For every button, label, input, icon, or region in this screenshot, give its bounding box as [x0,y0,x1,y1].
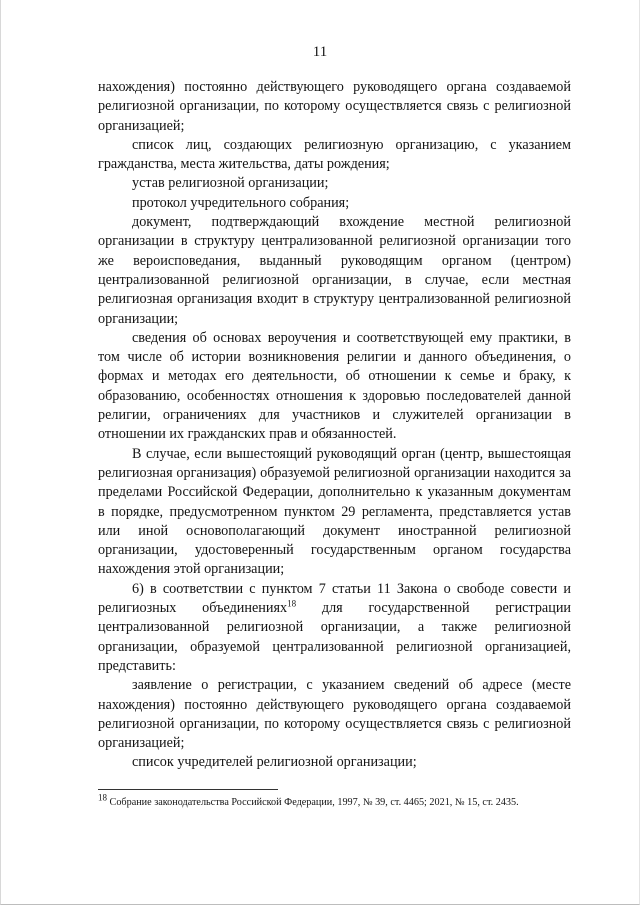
footnote-divider [98,789,278,790]
body-text [98,78,571,773]
item-6-text: 6) в соответствии с пунктом 7 статьи 11 Закона о свободе совести и религиозных объединениях [98,580,571,617]
paragraph: устав религиозной организации; [132,175,329,192]
paragraph: протокол учредительного собрания; [132,194,350,211]
paragraph: список учредителей религиозной организации; [132,754,417,771]
item-6-text-continued: для государственной регистрации централизованной религиозной организации, а также религиозной организации, образуемой централизованной религиозной организацией, представить: [98,600,572,674]
footnote-text: Собрание законодательства Российской Федерации, 1997, № 39, ст. 4465; 2021, № 15, ст. 2435. [107,797,519,808]
footnote-marker: 18 [98,792,107,803]
footnote [98,792,578,809]
paragraph-item-6 [98,580,571,676]
paragraph: документ, подтверждающий вхождение местной религиозной организации в структуру централизованной религиозной организации того же вероисповедания, выданный руководящим органом (центром) централизованной религиозной организации, в случае, если местная религиозная организация входит в структуру централизованной религиозной организации; [98,214,571,327]
paragraph: В случае, если вышестоящий руководящий орган (центр, вышестоящая религиозная организация) образуемой религиозной организации находится за пределами Российской Федерации, дополнительно к указанным документам в порядке, предусмотренном пунктом 29 регламента, представляется устав или иной основополагающий документ иностранной религиозной организации, удостоверенный государственным органом государства нахождения этой организации; [98,445,571,578]
footnote-reference[interactable]: 18 [287,598,297,609]
paragraph: список лиц, создающих религиозную организацию, с указанием гражданства, места жительства, даты рождения; [98,136,571,173]
paragraph: сведения об основах вероучения и соответствующей ему практики, в том числе об истории возникновения религии и данного объединения, о формах и методах его деятельности, об отношении к семье и браку, к образованию, особенностях отношения к здоровью последователей данной религии, ограничениях для участников и служителей организации в отношении их гражданских прав и обязанностей. [98,329,571,443]
page-number: 11 [312,44,328,60]
paragraph: нахождения) постоянно действующего руководящего органа создаваемой религиозной организации, по которому осуществляется связь с религиозной организацией; [98,79,571,134]
paragraph: заявление о регистрации, с указанием сведений об адресе (месте нахождения) постоянно действующего руководящего органа создаваемой религиозной организации, по которому осуществляется связь с религиозной организацией; [98,677,571,752]
